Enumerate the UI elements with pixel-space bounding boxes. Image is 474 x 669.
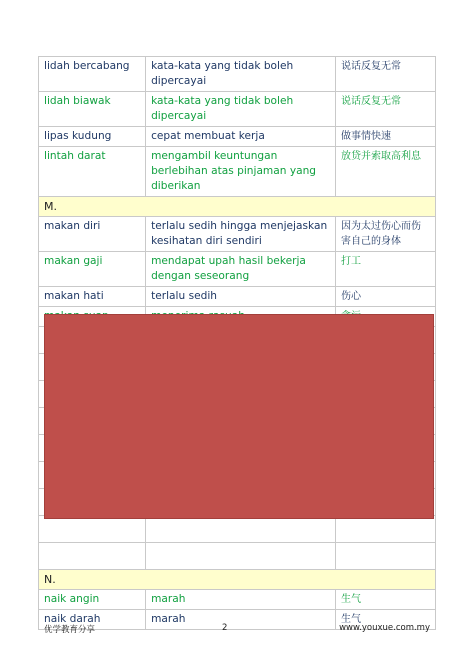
idiom-meaning: cepat membuat kerja: [146, 127, 336, 147]
idiom-chinese: 生气: [335, 610, 435, 630]
footer-website: www.youxue.com.my: [339, 623, 430, 633]
idiom-meaning: mengambil keuntungan berlebihan atas pinjaman yang diberikan: [146, 147, 336, 197]
redaction-block: [44, 314, 434, 519]
idiom-chinese: 做事情快速: [335, 127, 435, 147]
hidden-cell: [335, 543, 435, 570]
idiom-phrase: naik angin: [39, 590, 146, 610]
page-number: 2: [222, 623, 228, 633]
idiom-meaning: marah: [146, 590, 336, 610]
idiom-phrase: lintah darat: [39, 147, 146, 197]
idiom-chinese: 放贷并索取高利息: [335, 147, 435, 197]
hidden-cell: [335, 516, 435, 543]
idiom-phrase: makan hati: [39, 287, 146, 307]
idiom-meaning: terlalu sedih: [146, 287, 336, 307]
section-letter: M.: [39, 197, 436, 217]
idiom-meaning: marah: [146, 610, 336, 630]
section-letter: N.: [39, 570, 436, 590]
idiom-phrase: naik darah: [39, 610, 146, 630]
idiom-meaning: terlalu sedih hingga menjejaskan kesihatan diri sendiri: [146, 217, 336, 252]
idiom-row: [39, 590, 436, 610]
idiom-chinese: 因为太过伤心而伤害自己的身体: [335, 217, 435, 252]
footer-left-text: 优学教育分享: [44, 625, 96, 635]
idiom-chinese: 生气: [335, 590, 435, 610]
idiom-phrase: lidah bercabang: [39, 57, 146, 92]
idiom-row: [39, 287, 436, 307]
idiom-row: [39, 57, 436, 92]
idiom-row: [39, 217, 436, 252]
idiom-chinese: 打工: [335, 252, 435, 287]
idiom-row: [39, 127, 436, 147]
idiom-row: [39, 252, 436, 287]
idiom-chinese: 说话反复无常: [335, 57, 435, 92]
hidden-cell: [146, 543, 336, 570]
idiom-phrase: makan diri: [39, 217, 146, 252]
idiom-phrase: makan gaji: [39, 252, 146, 287]
idiom-row: [39, 147, 436, 197]
idiom-row: [39, 92, 436, 127]
idiom-chinese: 说话反复无常: [335, 92, 435, 127]
hidden-cell: [39, 516, 146, 543]
idiom-phrase: lidah biawak: [39, 92, 146, 127]
hidden-row: [39, 516, 436, 543]
section-header-row: [39, 197, 436, 217]
hidden-cell: [146, 516, 336, 543]
idiom-meaning: mendapat upah hasil bekerja dengan seseorang: [146, 252, 336, 287]
hidden-row: [39, 543, 436, 570]
hidden-cell: [39, 543, 146, 570]
idiom-chinese: 伤心: [335, 287, 435, 307]
idiom-meaning: kata-kata yang tidak boleh dipercayai: [146, 92, 336, 127]
section-header-row: [39, 570, 436, 590]
idiom-meaning: kata-kata yang tidak boleh dipercayai: [146, 57, 336, 92]
idiom-phrase: lipas kudung: [39, 127, 146, 147]
